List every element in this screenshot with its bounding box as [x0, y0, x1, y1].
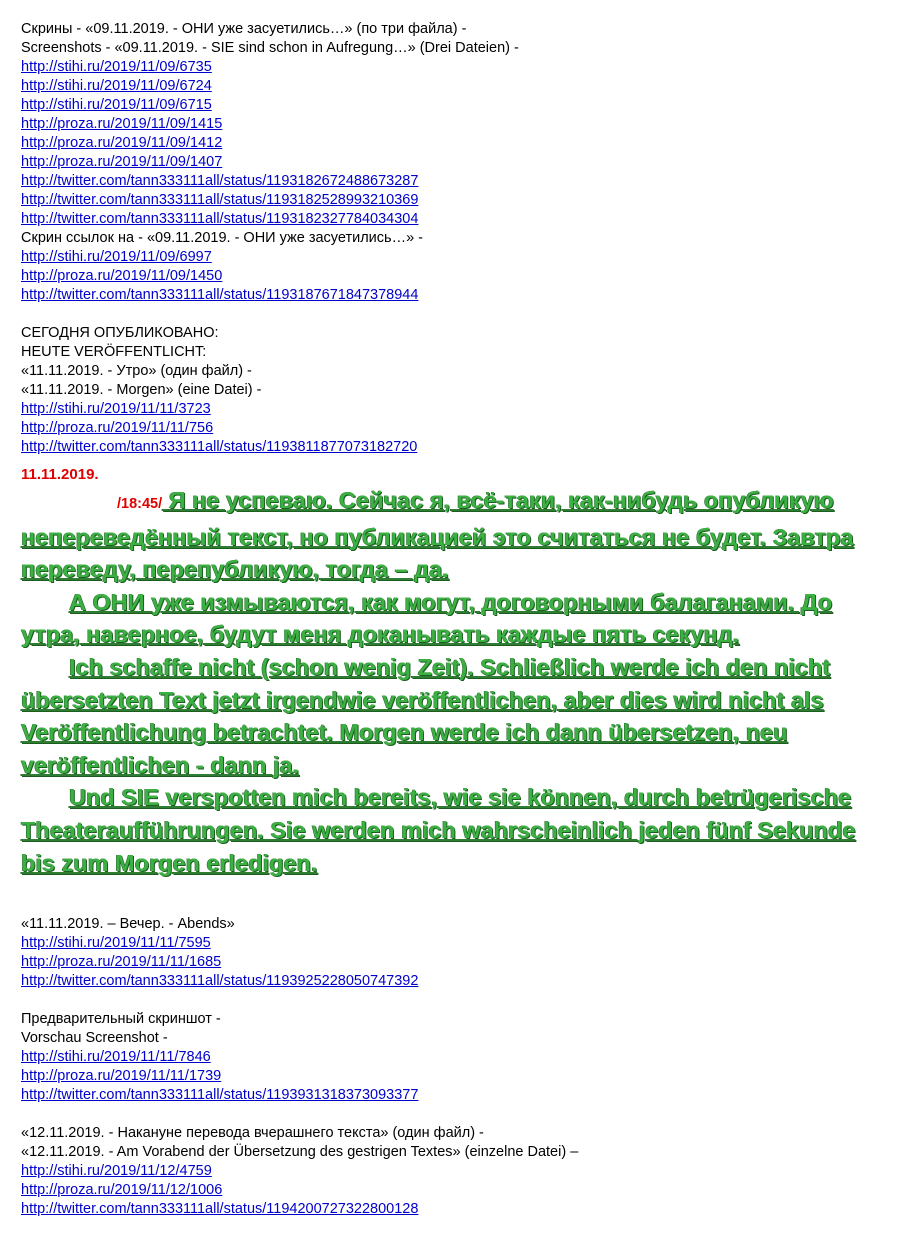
document-page — [21, 20, 881, 1219]
morning-title-ru: «11.11.2019. - Утро» (один файл) - — [21, 363, 252, 379]
link-twitter[interactable]: http://twitter.com/tann333111all/status/1194200727322800128 — [21, 1201, 419, 1218]
link-proza[interactable]: http://proza.ru/2019/11/09/1415 — [21, 116, 223, 132]
spacer — [21, 991, 881, 1010]
published-today-de: HEUTE VERÖFFENTLICHT: — [21, 344, 207, 360]
screenshots-header-ru: Скрины - «09.11.2019. - ОНИ уже засуетились…» (по три файла) - — [21, 21, 467, 37]
links-screenshot-header: Скрин ссылок на - «09.11.2019. - ОНИ уже засуетились…» - — [21, 230, 423, 246]
link-proza[interactable]: http://proza.ru/2019/11/11/1685 — [21, 954, 222, 971]
screenshots-header-de: Screenshots - «09.11.2019. - SIE sind schon in Aufregung…» (Drei Dateien) - — [21, 40, 519, 56]
translation-eve-title-de: «12.11.2019. - Am Vorabend der Übersetzung des gestrigen Textes» (einzelne Datei) – — [21, 1144, 579, 1161]
spacer — [21, 305, 881, 324]
link-proza[interactable]: http://proza.ru/2019/11/11/1739 — [21, 1068, 222, 1085]
entry-paragraph-ru-2: А ОНИ уже измываются, как могут, договорными балаганами. До утра, наверное, будут меня доканывать каждые пять секунд. — [21, 588, 833, 648]
link-stihi[interactable]: http://stihi.ru/2019/11/11/3723 — [21, 401, 211, 417]
link-proza[interactable]: http://proza.ru/2019/11/12/1006 — [21, 1182, 223, 1199]
evening-title: «11.11.2019. – Вечер. - Abends» — [21, 916, 235, 933]
link-stihi[interactable]: http://stihi.ru/2019/11/09/6724 — [21, 78, 212, 94]
translation-eve-title-ru: «12.11.2019. - Накануне перевода вчерашнего текста» (один файл) - — [21, 1125, 484, 1142]
link-proza[interactable]: http://proza.ru/2019/11/09/1412 — [21, 135, 223, 151]
entry-paragraph-ru-1 — [21, 484, 881, 586]
link-twitter[interactable]: http://twitter.com/tann333111all/status/1193931318373093377 — [21, 1087, 419, 1104]
published-today-ru: СЕГОДНЯ ОПУБЛИКОВАНО: — [21, 325, 219, 341]
entry-time: /18:45/ — [117, 496, 163, 512]
link-proza[interactable]: http://proza.ru/2019/11/11/756 — [21, 420, 214, 436]
entry-paragraph-de-1: Ich schaffe nicht (schon wenig Zeit). Schließlich werde ich den nicht übersetzten Text jetzt irgendwie veröffentlichen, aber dies wird nicht als Veröffentlichung betrachtet. Morgen werde ich dann übersetzen, neu veröffentlichen - dann ja. — [21, 653, 831, 778]
link-twitter[interactable]: http://twitter.com/tann333111all/status/1193182327784034304 — [21, 211, 419, 227]
entry-text — [21, 484, 881, 879]
link-proza[interactable]: http://proza.ru/2019/11/09/1407 — [21, 154, 223, 170]
entry-date: 11.11.2019. — [21, 466, 99, 483]
preview-screenshot-ru: Предварительный скриншот - — [21, 1011, 221, 1028]
preview-screenshot-de: Vorschau Screenshot - — [21, 1030, 168, 1047]
link-proza[interactable]: http://proza.ru/2019/11/09/1450 — [21, 268, 223, 284]
spacer — [21, 879, 881, 915]
link-twitter[interactable]: http://twitter.com/tann333111all/status/1193182672488673287 — [21, 173, 419, 189]
morning-title-de: «11.11.2019. - Morgen» (eine Datei) - — [21, 382, 262, 398]
link-stihi[interactable]: http://stihi.ru/2019/11/12/4759 — [21, 1163, 212, 1180]
entry-paragraph-ru-1-text: Я не успеваю. Сейчас я, всё-таки, как-нибудь опубликую непереведённый текст, но публикацией это считаться не будет. Завтра переведу, перепубликую, тогда – да. — [21, 487, 854, 583]
link-twitter[interactable]: http://twitter.com/tann333111all/status/1193182528993210369 — [21, 192, 419, 208]
entry-paragraph-de-2: Und SIE verspotten mich bereits, wie sie können, durch betrügerische Theateraufführungen. Sie werden mich wahrscheinlich jeden fünf Sekunde bis zum Morgen erledigen. — [21, 784, 856, 876]
link-stihi[interactable]: http://stihi.ru/2019/11/09/6735 — [21, 59, 212, 75]
link-twitter[interactable]: http://twitter.com/tann333111all/status/1193811877073182720 — [21, 439, 418, 455]
spacer — [21, 1105, 881, 1124]
link-stihi[interactable]: http://stihi.ru/2019/11/11/7595 — [21, 935, 211, 952]
link-twitter[interactable]: http://twitter.com/tann333111all/status/1193187671847378944 — [21, 287, 419, 303]
link-twitter[interactable]: http://twitter.com/tann333111all/status/1193925228050747392 — [21, 973, 419, 990]
link-stihi[interactable]: http://stihi.ru/2019/11/09/6997 — [21, 249, 212, 265]
link-stihi[interactable]: http://stihi.ru/2019/11/09/6715 — [21, 97, 212, 113]
link-stihi[interactable]: http://stihi.ru/2019/11/11/7846 — [21, 1049, 211, 1066]
